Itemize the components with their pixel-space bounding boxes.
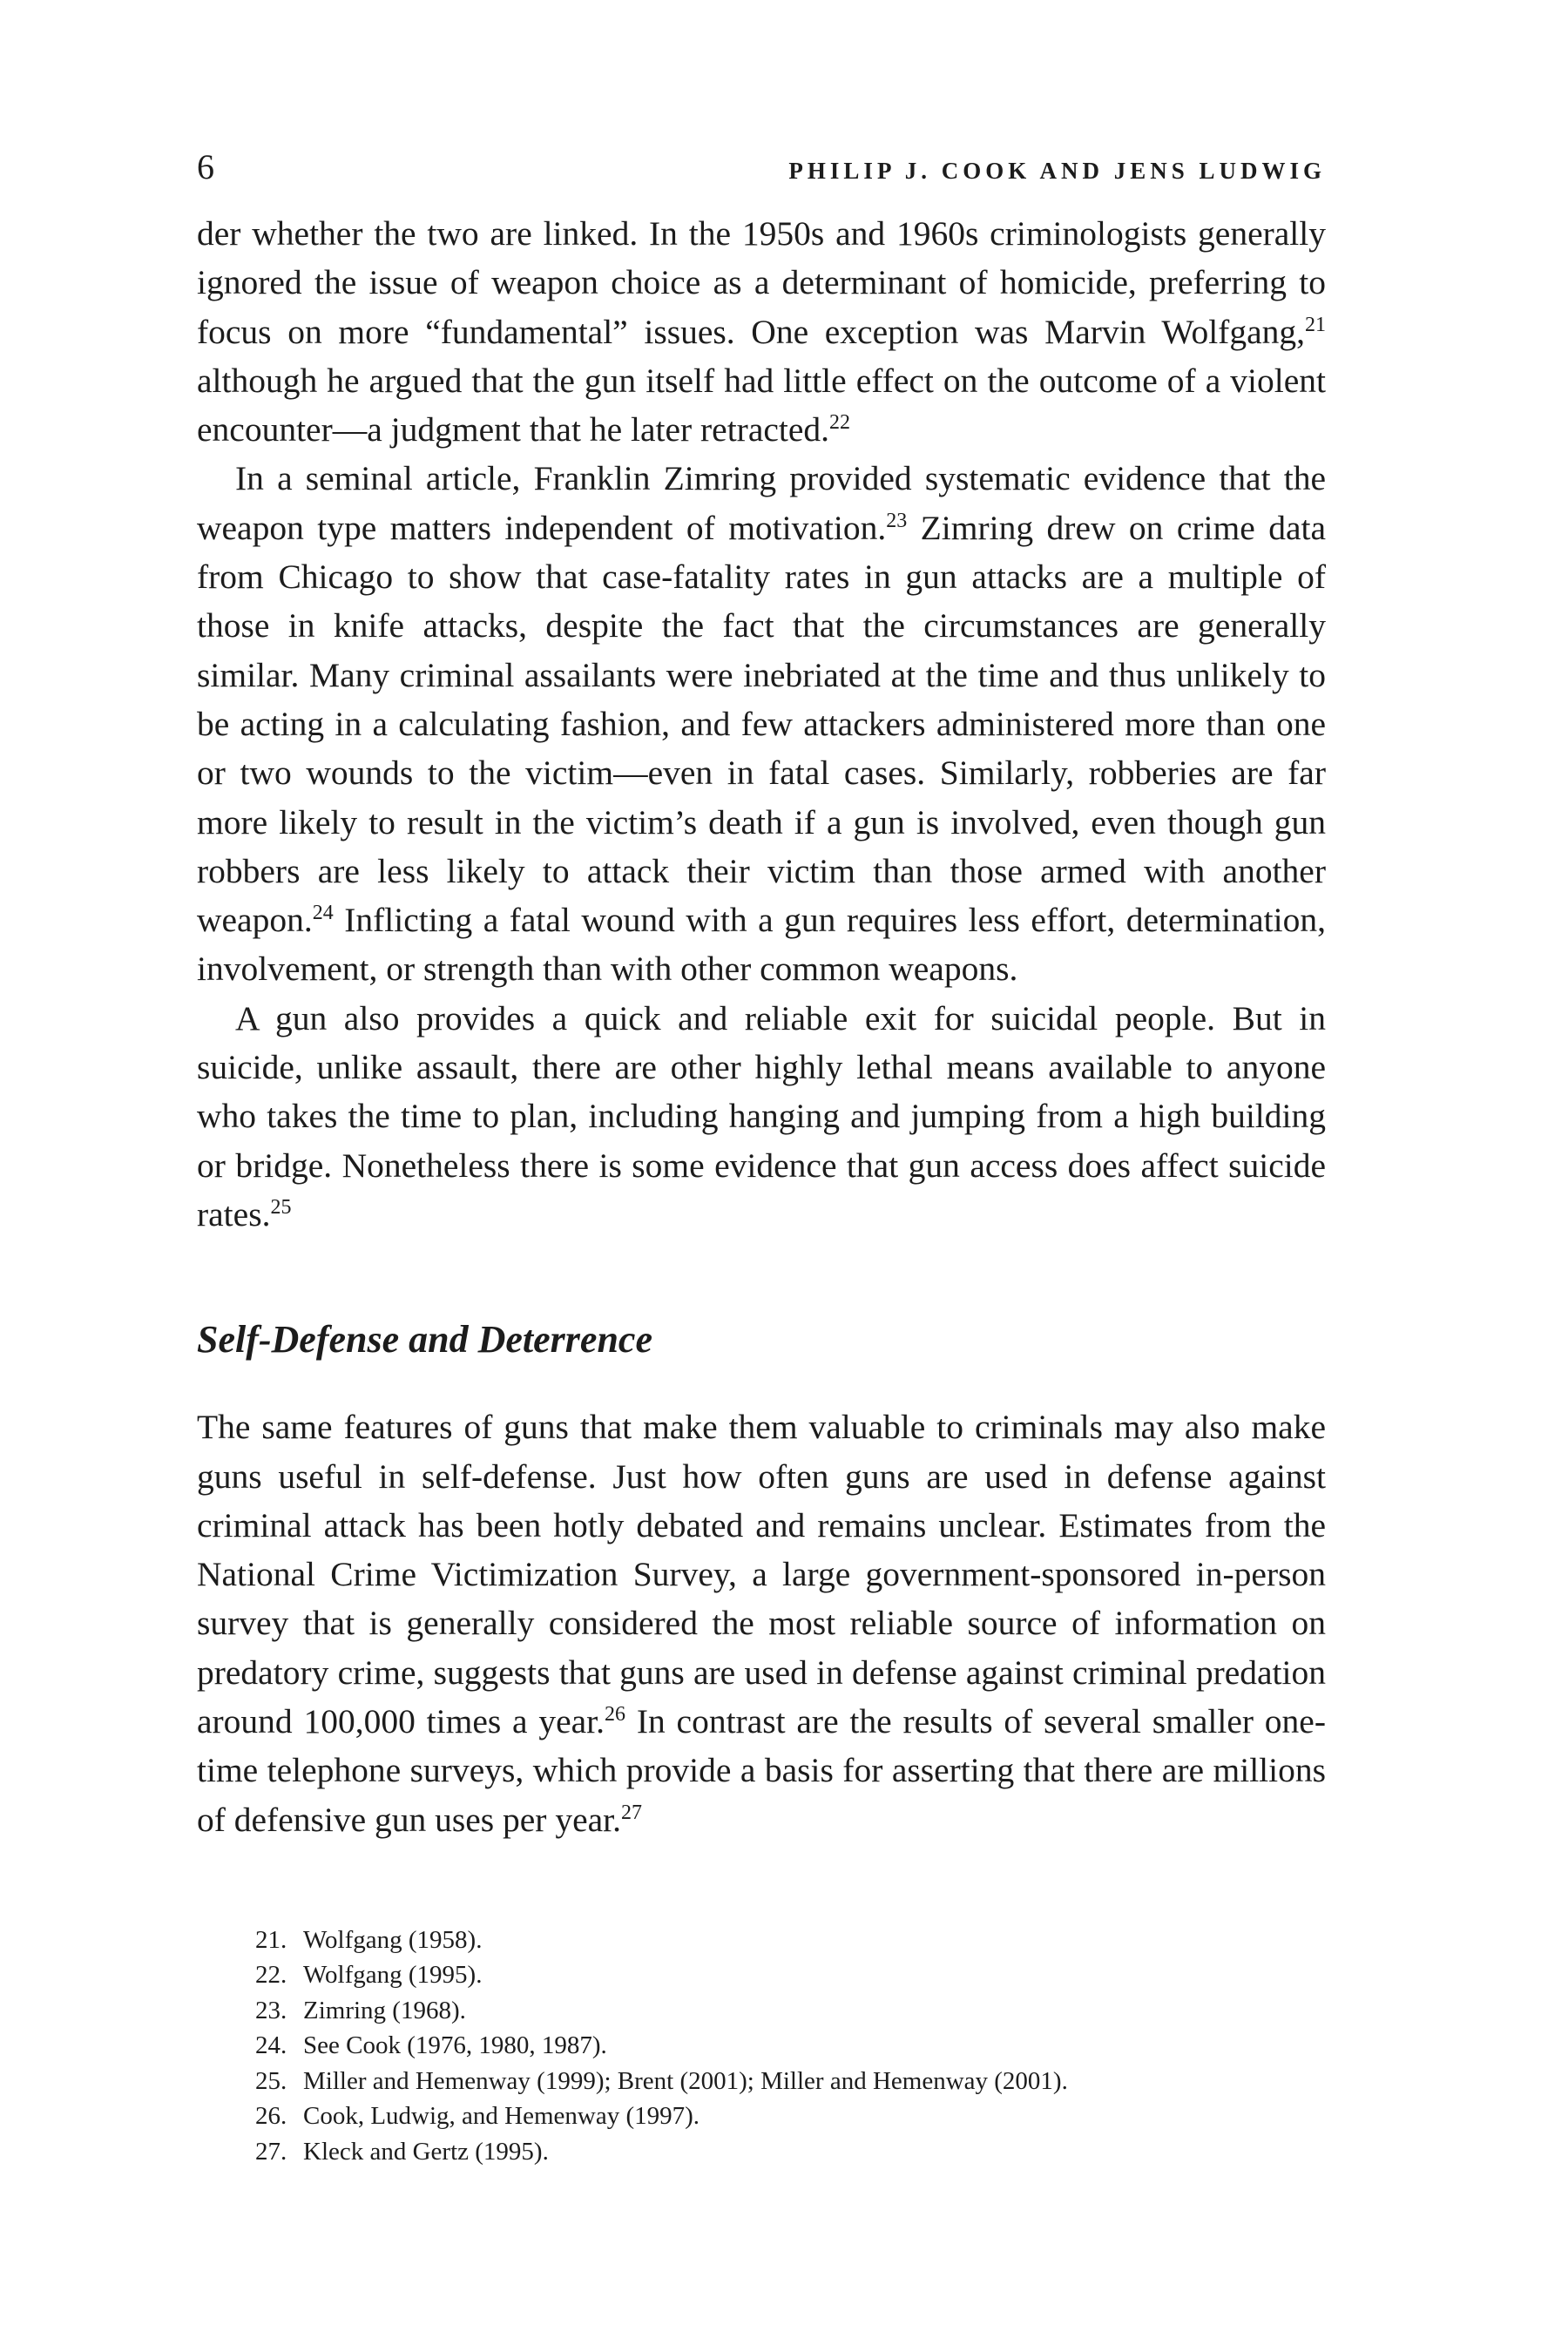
footnote bbox=[255, 1923, 1326, 1958]
footnote-number: 21. bbox=[255, 1925, 287, 1954]
footnote-reference: 25 bbox=[270, 1195, 292, 1219]
paragraph-text: The same features of guns that make them valuable to criminals may also make guns useful in self-defense. Just how often guns are used in defense against criminal attack has been hotly debated and remains unclear. Estimates from the National Crime Victimization Survey, a large government-sponsored in-person survey that is generally considered the most reliable source of information on predatory crime, suggests that guns are used in defense against criminal predation around 100,000 times a year. bbox=[197, 1408, 1326, 1741]
footnote-reference: 27 bbox=[621, 1801, 642, 1824]
paragraph-text: Zimring drew on crime data from Chicago to show that case-fatality rates in gun attacks are a multiple of those in knife attacks, despite the fact that the circumstances are generally similar. Many criminal assailants were inebriated at the time and thus unlikely to be acting in a calculating fashion, and few attackers administered more than one or two wounds to the victim—even in fatal cases. Similarly, robberies are far more likely to result in the victim’s death if a gun is involved, even though gun robbers are less likely to attack their victim than those armed with another weapon. bbox=[197, 508, 1326, 940]
footnote-reference: 21 bbox=[1305, 313, 1326, 336]
paragraph bbox=[197, 1402, 1326, 1844]
paragraph-text: In a seminal article, Franklin Zimring provided systematic evidence that the weapon type matters independent of motivation. bbox=[197, 459, 1326, 547]
paragraph bbox=[197, 209, 1326, 454]
paragraph bbox=[197, 454, 1326, 993]
footnote-number: 26. bbox=[255, 2102, 287, 2131]
footnote-number: 24. bbox=[255, 2031, 287, 2060]
paragraph-text: der whether the two are linked. In the 1950s and 1960s criminologists generally ignored the issue of weapon choice as a determinant of homicide, preferring to focus on more “fundamental” issues. One exception was Marvin Wolfgang, bbox=[197, 214, 1326, 351]
footnote-text: Wolfgang (1995). bbox=[303, 1961, 483, 1990]
footnote-text: Zimring (1968). bbox=[303, 1996, 466, 2024]
paragraph-text: In contrast are the results of several smaller one-time telephone surveys, which provide a basis for asserting that there are millions of defensive gun uses per year. bbox=[197, 1702, 1326, 1839]
section-heading: Self-Defense and Deterrence bbox=[197, 1318, 652, 1362]
footnote-number: 23. bbox=[255, 1996, 287, 2024]
book-page bbox=[197, 146, 1326, 2169]
footnote bbox=[255, 2028, 1326, 2064]
footnote-number: 27. bbox=[255, 2137, 287, 2166]
footnote-text: Miller and Hemenway (1999); Brent (2001); Miller and Hemenway (2001). bbox=[303, 2066, 1068, 2095]
page-header bbox=[197, 146, 1326, 209]
footnotes-list bbox=[197, 1923, 1326, 2170]
footnote-text: Wolfgang (1958). bbox=[303, 1925, 483, 1954]
footnote-text: Cook, Ludwig, and Hemenway (1997). bbox=[303, 2102, 700, 2131]
footnote bbox=[255, 2099, 1326, 2134]
footnote-text: See Cook (1976, 1980, 1987). bbox=[303, 2031, 607, 2060]
footnote-reference: 23 bbox=[886, 509, 908, 532]
footnote-reference: 22 bbox=[829, 411, 851, 435]
footnote bbox=[255, 2064, 1326, 2099]
footnote bbox=[255, 2134, 1326, 2170]
footnote-number: 25. bbox=[255, 2066, 287, 2095]
footnote bbox=[255, 1957, 1326, 1993]
footnote bbox=[255, 1993, 1326, 2029]
paragraph-text: Inflicting a fatal wound with a gun requires less effort, determination, involvement, or strength than with other common weapons. bbox=[197, 901, 1326, 989]
footnote-number: 22. bbox=[255, 1961, 287, 1990]
page-number: 6 bbox=[197, 147, 214, 186]
footnote-text: Kleck and Gertz (1995). bbox=[303, 2137, 549, 2166]
running-head: PHILIP J. COOK AND JENS LUDWIG bbox=[788, 158, 1326, 184]
paragraph-text: although he argued that the gun itself had little effect on the outcome of a violent encounter—a judgment that he later retracted. bbox=[197, 361, 1326, 449]
paragraph bbox=[197, 994, 1326, 1239]
footnote-reference: 24 bbox=[312, 902, 334, 925]
footnote-reference: 26 bbox=[605, 1703, 626, 1727]
paragraph-text: A gun also provides a quick and reliable exit for suicidal people. But in suicide, unlike assault, there are other highly lethal means available to anyone who takes the time to plan, including hanging and jumping from a high building or bridge. Nonetheless there is some evidence that gun access does affect suicide rates. bbox=[197, 998, 1326, 1233]
body-text bbox=[197, 209, 1326, 1844]
